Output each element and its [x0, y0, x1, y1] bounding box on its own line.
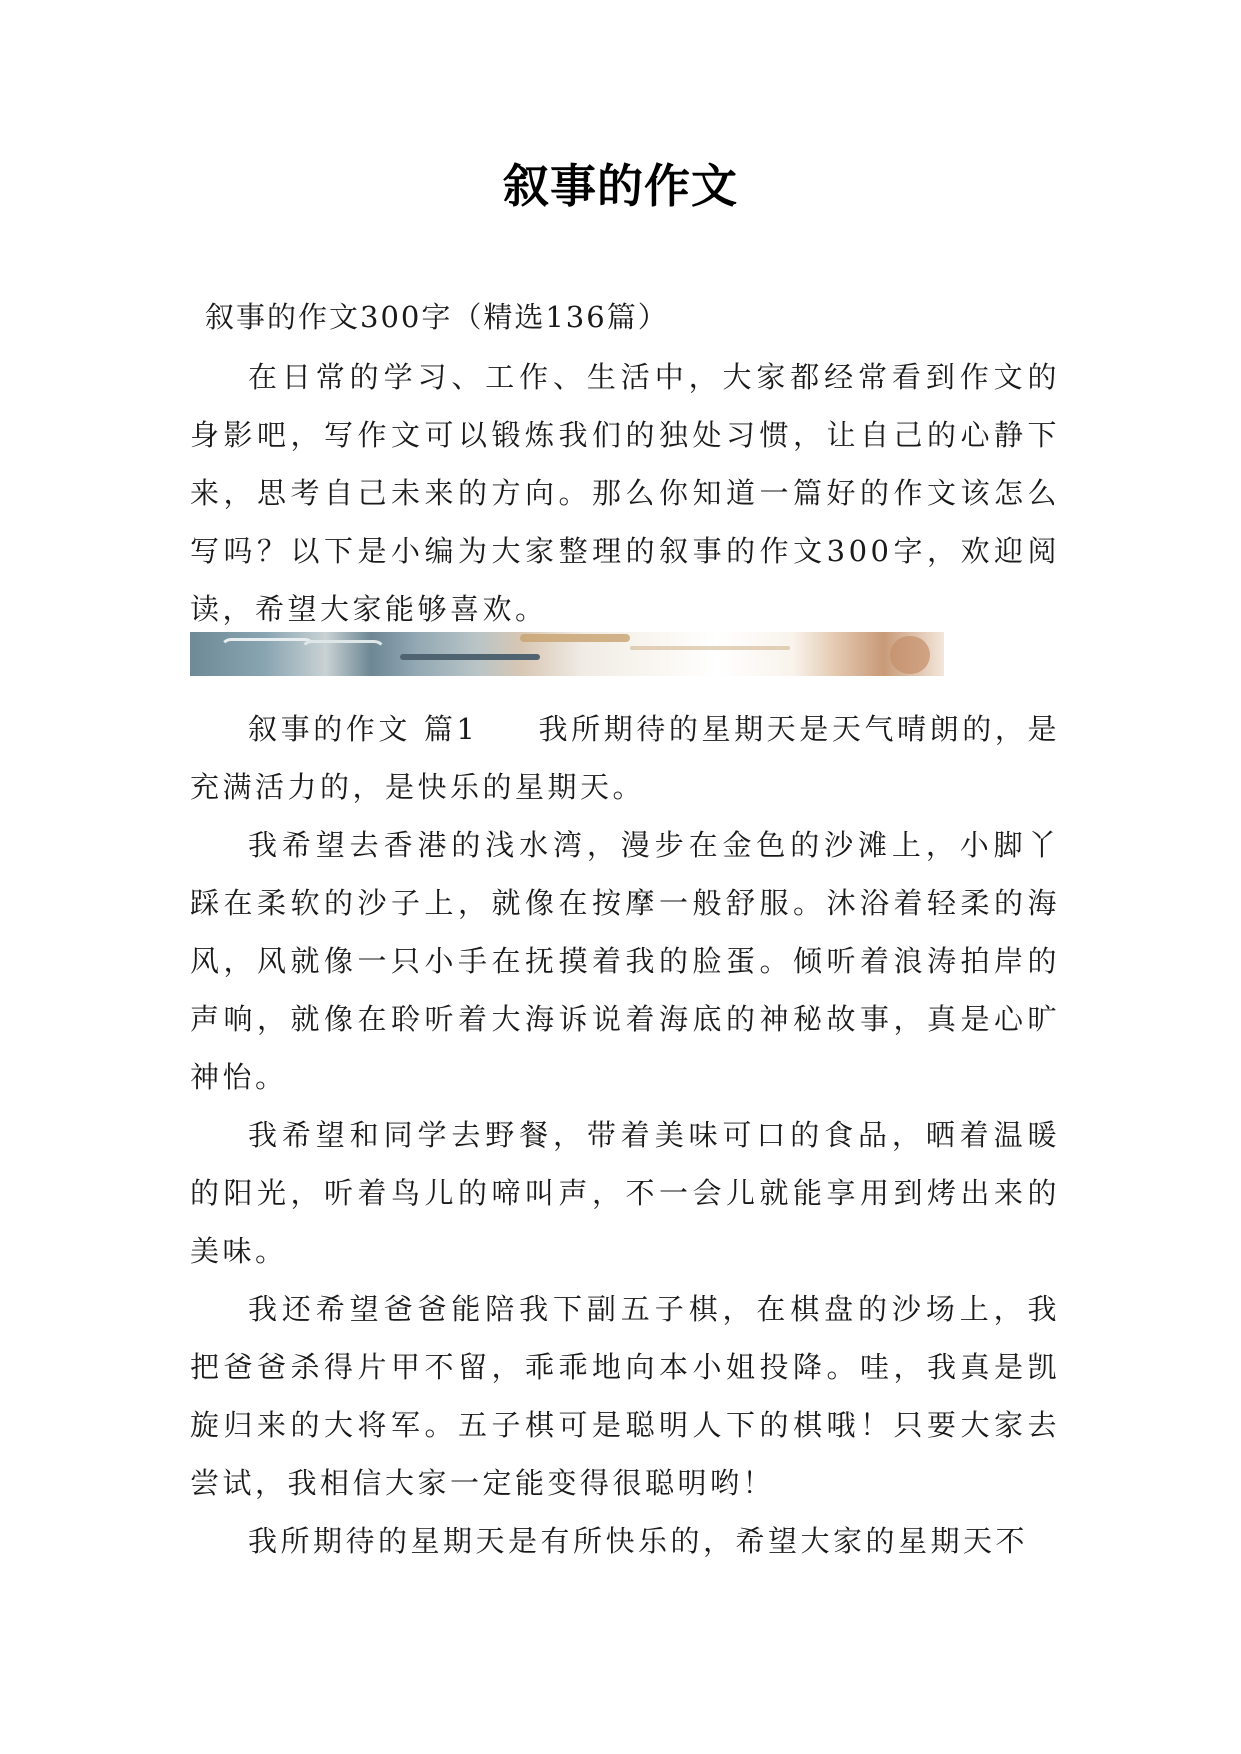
document-title: 叙事的作文: [503, 159, 738, 213]
paragraph: 我还希望爸爸能陪我下副五子棋，在棋盘的沙场上，我把爸爸杀得片甲不留，乖乖地向本小姐投降。哇，我真是凯旋归来的大将军。五子棋可是聪明人下的棋哦！只要大家去尝试，我相信大家一定能变得很聪明哟！: [190, 1292, 1060, 1500]
section-1-opening: [190, 700, 1060, 816]
decorative-photo-strip: [190, 632, 944, 676]
paragraph: 我所期待的星期天是有所快乐的，希望大家的星期天不: [248, 1524, 1029, 1558]
section-label: 叙事的作文 篇1: [248, 712, 479, 746]
document-subtitle: 叙事的作文300字（精选136篇）: [205, 300, 669, 334]
intro-paragraph: 在日常的学习、工作、生活中，大家都经常看到作文的身影吧，写作文可以锻炼我们的独处习惯，让自己的心静下来，思考自己未来的方向。那么你知道一篇好的作文该怎么写吗？以下是小编为大家整理的叙事的作文300字，欢迎阅读，希望大家能够喜欢。: [190, 360, 1060, 626]
section-1: [190, 700, 1060, 1570]
paragraph: 我希望去香港的浅水湾，漫步在金色的沙滩上，小脚丫踩在柔软的沙子上，就像在按摩一般舒服。沐浴着轻柔的海风，风就像一只小手在抚摸着我的脸蛋。倾听着浪涛拍岸的声响，就像在聆听着大海诉说着海底的神秘故事，真是心旷神怡。: [190, 828, 1060, 1094]
paragraph: 我希望和同学去野餐，带着美味可口的食品，晒着温暖的阳光，听着鸟儿的啼叫声，不一会儿就能享用到烤出来的美味。: [190, 1118, 1060, 1268]
section-first-sentence: 我所期待的星期天是天气晴朗的，是充满活力的，是快乐的星期天。: [190, 712, 1060, 804]
intro-block: [190, 348, 1060, 638]
